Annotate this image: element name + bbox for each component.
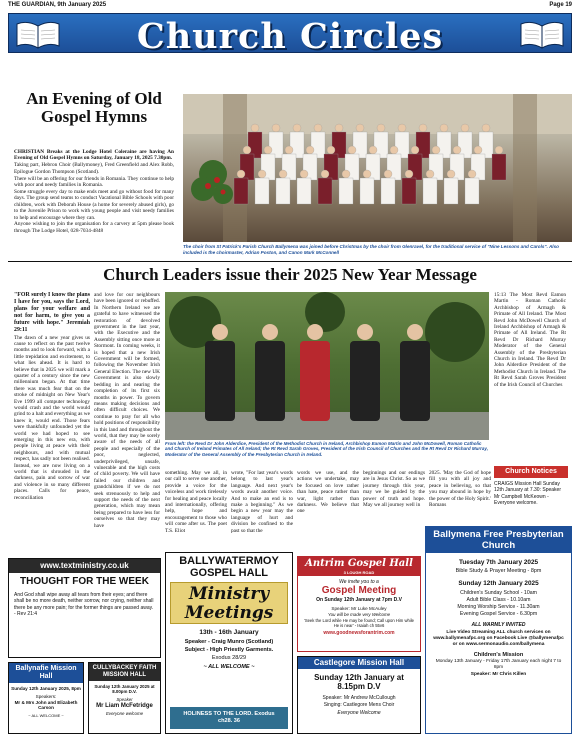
leaders-column-5: [297, 470, 359, 554]
leaders-column-3: [165, 470, 227, 554]
choir-member-head: [461, 124, 469, 132]
ballynafie-welcome: ~ ALL WELCOME ~: [28, 712, 64, 718]
choir-member-head: [369, 146, 377, 154]
leaders-column-2: [94, 292, 160, 554]
choir-member-head: [482, 124, 490, 132]
castlegore-welcome: Everyone Welcome: [337, 710, 381, 716]
choir-member-robe: [492, 154, 506, 180]
antrim-event: Gospel Meeting: [321, 585, 397, 596]
choir-member-robe: [276, 178, 290, 204]
choir-member-robe: [318, 178, 332, 204]
choir-member-head: [426, 170, 434, 178]
choir-member-head: [447, 170, 455, 178]
leaders-text: words we use, and the actions we undertake, may be focused on love rather than hate, peace rather than war, light rather than darkness. We believe that one: [297, 470, 359, 515]
choir-member-head: [327, 146, 335, 154]
choir-member-head: [432, 146, 440, 154]
leader-body: [255, 341, 285, 421]
thought-title: THOUGHT FOR THE WEEK: [20, 576, 149, 587]
choir-member-head: [237, 170, 245, 178]
antrim-speaker: Speaker: Mr Luke McAuley: [331, 606, 387, 611]
free-pres-sunday: Sunday 12th January 2025: [458, 580, 539, 587]
choir-member-robe: [381, 178, 395, 204]
ministry-welcome: ~ ALL WELCOME ~: [203, 664, 255, 670]
page-number: Page 19: [549, 2, 572, 8]
textministry-web[interactable]: www.textministry.co.uk: [9, 559, 160, 573]
leaders-column-6: [363, 470, 425, 554]
choir-member-head: [272, 124, 280, 132]
leader-body: [350, 341, 380, 421]
ministry-reference: Exodus 28/29: [211, 655, 247, 661]
cullybackey-speaker: Mr Liam McFetridge: [96, 702, 153, 709]
cullybackey-when: Sunday 12th January 2025 at 8.00pm D.V.: [94, 684, 155, 695]
leaders-text: beginnings and our endings are in Jesus Christ. So as we journey through this year, may we be guided by the power of truth and hope. May we all journey well in: [363, 470, 425, 509]
leaders-lead: "FOR surely I know the plans I have for you, says the Lord, plans for your welfare and not for harm, to give you a future with hope." Jeremiah 29:11: [14, 292, 90, 333]
choir-member-head: [440, 124, 448, 132]
choir-member-head: [342, 170, 350, 178]
free-pres-service: Morning Worship Service - 11.30am: [457, 604, 540, 610]
choir-member-head: [306, 146, 314, 154]
choir-member-robe: [339, 178, 353, 204]
leaders-text: something. May we all, in our call to serve one another, provide a voice for the voiceless and work tirelessly for healing and peace locally and internationally, offering help, hope and encouragement to those who will come after us. The poet T.S. Eliot: [165, 470, 227, 534]
choir-member-head: [279, 170, 287, 178]
choir-member-robe: [360, 178, 374, 204]
antrim-invite: We invite you to a: [339, 579, 379, 585]
signatories: [494, 292, 566, 464]
cullybackey-ad: [88, 662, 161, 734]
choir-member-head: [356, 124, 364, 132]
free-pres-tuesday: Tuesday 7th January 2025: [458, 559, 539, 566]
church-notices-text: CRAIGS Mission Hall Sunday 12th January at 7.30: Speaker Mr Campbell McKeown - Everyone welcome.: [494, 481, 561, 506]
ministry-speaker: Speaker - Craig Munro (Scotland): [184, 639, 274, 645]
page-header: [8, 2, 572, 12]
hymns-lead: CHRISTIAN Breaks at the Lodge Hotel Coleraine are having An Evening of Old Gospel Hymns on Saturday, January 18, 2025 7.30pm.: [14, 149, 174, 162]
leader-body: [400, 341, 430, 421]
banner-title: Church Circles: [136, 16, 444, 57]
divider: [8, 261, 572, 262]
leaders-photo: [165, 292, 489, 440]
castlegore-singing: Singing: Castlegore Mens Choir: [323, 702, 395, 708]
ministry-subject: Subject - High Priestly Garments.: [184, 647, 274, 653]
free-pres-tuesday-detail: Bible Study & Prayer Meeting - 8pm: [455, 568, 542, 574]
choir-member-head: [411, 146, 419, 154]
ministry-dates: 13th - 16th January: [199, 629, 259, 636]
choir-member-head: [251, 124, 259, 132]
choir-member-head: [314, 124, 322, 132]
choir-member-head: [419, 124, 427, 132]
cullybackey-welcome: Everyone welcome: [105, 710, 144, 716]
church-notices-heading: Church Notices: [494, 466, 568, 478]
hymns-headline: An Evening of Old Gospel Hymns: [26, 89, 162, 126]
choir-member-head: [258, 170, 266, 178]
antrim-address: 3 LOUGH ROAD: [298, 570, 420, 576]
choir-caption: The choir from St Patrick's Parish Church Ballymena was joined before Christmas by the choir from Glenravel, for the traditional service of "Nine Lessons and Carols". Also included is the choirmaster, Adrian Poston, and Canon Mark McConnell: [183, 244, 559, 255]
leaders-column-1: [14, 292, 90, 554]
castlegore-when: Sunday 12th January at 8.15pm D.V: [314, 673, 404, 691]
ballynafie-ad: [8, 662, 84, 734]
choir-member-robe: [444, 178, 458, 204]
free-pres-streaming: Live Video Streaming ALL church services on www.ballymenafpc.org on Facebook Live @ballymenafpc or on www.sermonaudio.com/ballymena: [433, 630, 564, 647]
leaders-photo-caption: From left: the Revd Dr John Alderdice, President of the Methodist Church in Ireland, Archbishop Eamon Martin and John McDowell, Roman Catholic and Church of Ireland Primates of All Ireland; the Rt Revd Sarah Groves, President of the Irish Council of Churches and the Rt Revd Dr Richard Murray, Moderator of the General Assembly of the Presbyterian Church in Ireland.: [165, 441, 488, 457]
choir-member-head: [363, 170, 371, 178]
leader-head: [357, 324, 373, 340]
hymns-paragraph: Taking part, Hebron Choir (Ballymoney), Fred Greenfield and Alex Robb, Epilogue Gordon Thompson (Scotland).: [14, 162, 174, 175]
hymns-paragraph: Anyone wishing to join the organisation for a carvery at 5pm please book through The Lodge Hotel, 028-7034-4848: [14, 221, 174, 234]
leaders-text: The dawn of a new year gives us cause to reflect on the past twelve months and to look forward, with a little trepidation and excitement, to what lies ahead. It is hard to believe that in 2025 we will mark a quarter of a century since the new millennium began. At that time there was much fear that on the stroke of midnight on New Year's Eve 1999 all computer technology would crash and the world would grind to a halt and everything as we knew it, would end. Those fears were thankfully unfounded yet the world we had hoped to see emerging in this new era, with people living at peace with their neighbours, and with mutual respect, has sadly not been realised. Instead, we are now living on a world that is shrouded in the darkness, pain and sorrow of war and violence in so many different places. Calls for peace, reconciliation: [14, 334, 90, 501]
free-pres-title: Ballymena Free Presbyterian Church: [426, 527, 571, 553]
newspaper-date: THE GUARDIAN, 9th January 2025: [8, 2, 107, 8]
choir-member-robe: [402, 178, 416, 204]
castlegore-title: Castlegore Mission Hall: [298, 657, 420, 669]
choir-member-head: [264, 146, 272, 154]
choir-member-robe: [234, 178, 248, 204]
ministry-meetings-title: Ministry Meetings: [170, 582, 288, 624]
leader-body: [300, 341, 330, 421]
antrim-welcome: You will be made very Welcome: [327, 612, 391, 617]
free-pres-service: Children's Sunday School - 10am: [460, 590, 537, 596]
cullybackey-speaker-label: Speaker: [116, 696, 133, 702]
antrim-gospel-hall-ad: [297, 556, 421, 652]
ballynafie-speakers-label: Speakers:: [35, 693, 57, 699]
choir-photo: [183, 94, 572, 242]
free-pres-welcome: ALL WARMLY INVITED: [471, 622, 526, 628]
choir-member-head: [495, 146, 503, 154]
antrim-title: Antrim Gospel Hall: [298, 557, 420, 570]
choir-member-head: [243, 146, 251, 154]
castlegore-ad: [297, 656, 421, 734]
thought-for-week: [8, 558, 161, 658]
castlegore-speaker: Speaker: Mr Andrew McCullough: [322, 695, 396, 701]
choir-member-head: [474, 146, 482, 154]
ballynafie-title: Ballynafie Mission Hall: [9, 663, 83, 683]
choir-member-robe: [297, 178, 311, 204]
ballynafie-speakers: Mr & Mrs John and Elizabeth Carson: [14, 699, 78, 711]
choir-member-head: [377, 124, 385, 132]
ballynafie-when: Sunday 12th January 2025, 8pm: [11, 686, 81, 691]
leader-head: [307, 324, 323, 340]
choir-member-head: [335, 124, 343, 132]
leaders-text: and love for our neighbours have been ignored or rebuffed. In Northern Ireland we are grateful to have witnessed the restoration of devolved government in the last year, with the Executive and the Assembly sitting once more at Stormont. In coming weeks, it is hoped that a new Irish Government will be formed, following the November Irish General Election. The new UK Government is also slowly bedding in and nearing the completion of its first six months in power. To govern means making decisions and often difficult choices. We continue to pray for all who hold positions of responsibility in this land and throughout the world, that they may be sorely aware of the needs of all people and especially of the poor, neglected, underprivileged, unsafe, vulnerable and the high costs of child poverty. We will have failed our children and grandchildren if we do not seek strenuously to help and support the needs of the next generation, which may mean being prepared to have less for ourselves so that they may have: [94, 292, 160, 529]
free-presbyterian-ad: [425, 526, 572, 734]
free-pres-mission-speaker: Speaker: Mr Chris Killen: [470, 672, 527, 677]
choir-member-head: [300, 170, 308, 178]
free-pres-mission-when: Monday 13th January - Friday 17th January each night 7 to 8pm: [435, 659, 562, 670]
ballywatermoy-ad: [165, 552, 293, 734]
ballywatermoy-hall: BALLYWATERMOY GOSPEL HALL: [179, 555, 279, 579]
leader-head: [212, 324, 228, 340]
antrim-website[interactable]: www.goodnewsforantrim.com: [323, 630, 395, 636]
hymns-paragraph: Some struggle every day to make ends meet and go without food for many days. The group send teams to conduct Vacational Bible Schools with poor children, work with Deborah House (a home for severely abused girls), go to the Juvenile Prison to work with young people and visit needy families to help and encourage where they can.: [14, 188, 174, 221]
choir-member-head: [321, 170, 329, 178]
choir-member-robe: [255, 178, 269, 204]
choir-member-robe: [465, 178, 479, 204]
free-pres-childrens-mission: Children's Mission: [473, 652, 524, 658]
choir-member-head: [405, 170, 413, 178]
ministry-footer: HOLINESS TO THE LORD. Exodus ch28. 36: [170, 707, 288, 729]
open-bible-icon: [519, 18, 565, 50]
leaders-headline: Church Leaders issue their 2025 New Year Message: [103, 265, 477, 284]
choir-member-head: [293, 124, 301, 132]
hymns-article: [14, 90, 174, 126]
leaders-column-4: [231, 470, 293, 554]
leaders-text: 2025. 'May the God of hope fill you with all joy and peace in believing, so that you may abound in hope by the power of the Holy Spirit.' Romans: [429, 470, 491, 509]
leader-body: [205, 341, 235, 421]
choir-member-head: [285, 146, 293, 154]
hymns-paragraph: There will be an offering for our friends in Romania. They continue to help with poor and needy families in Romania.: [14, 175, 174, 189]
leader-head: [407, 324, 423, 340]
antrim-verse: 'Seek the Lord while He may be found; Call upon Him while He is near' - Isaiah ch 55v6: [304, 618, 414, 628]
free-pres-service: Evening Gospel Service - 6.30pm: [459, 611, 538, 617]
leaders-image: [165, 292, 489, 440]
hymns-body: [14, 149, 174, 261]
choir-member-head: [398, 124, 406, 132]
choir-member-robe: [423, 178, 437, 204]
antrim-when: On Sunday 12th January at 7pm D.V: [316, 597, 402, 603]
leaders-text: wrote, "For last year's words belong to last year's language. And next year's words await another voice. And to make an end is to make a beginning." As we begin a new year may the language of hurt and division be confined to the past so that the: [231, 470, 293, 534]
cullybackey-title: CULLYBACKEY FAITH MISSION HALL: [89, 663, 160, 681]
section-banner: [8, 13, 572, 57]
leader-head: [262, 324, 278, 340]
signatories-text: 15:13 The Most Revd Eamon Martin - Roman Catholic Archbishop of Armagh & Primate of All Ireland. The Most Revd John McDowell Church of Ireland Archbishop of Armagh & Primate of All Ireland. The Rt Revd Dr Richard Murray Moderator of the General Assembly of the Presbyterian Church in Ireland. The Revd Dr John Alderdice President of the Methodist Church in Ireland. The Rt Revd Sarah Groves President of the Irish Council of Churches: [494, 292, 566, 388]
free-pres-service: Adult Bible Class - 10.10am: [466, 597, 531, 603]
choir-image: [183, 94, 572, 242]
choir-member-head: [468, 170, 476, 178]
choir-member-head: [384, 170, 392, 178]
choir-member-head: [348, 146, 356, 154]
choir-member-head: [390, 146, 398, 154]
choir-member-head: [453, 146, 461, 154]
thought-verse: And God shall wipe away all tears from their eyes; and there shall be no more death, neither sorrow, nor crying, neither shall there be any more pain; for the former things are passed away. - Rev 21:4: [14, 592, 154, 618]
